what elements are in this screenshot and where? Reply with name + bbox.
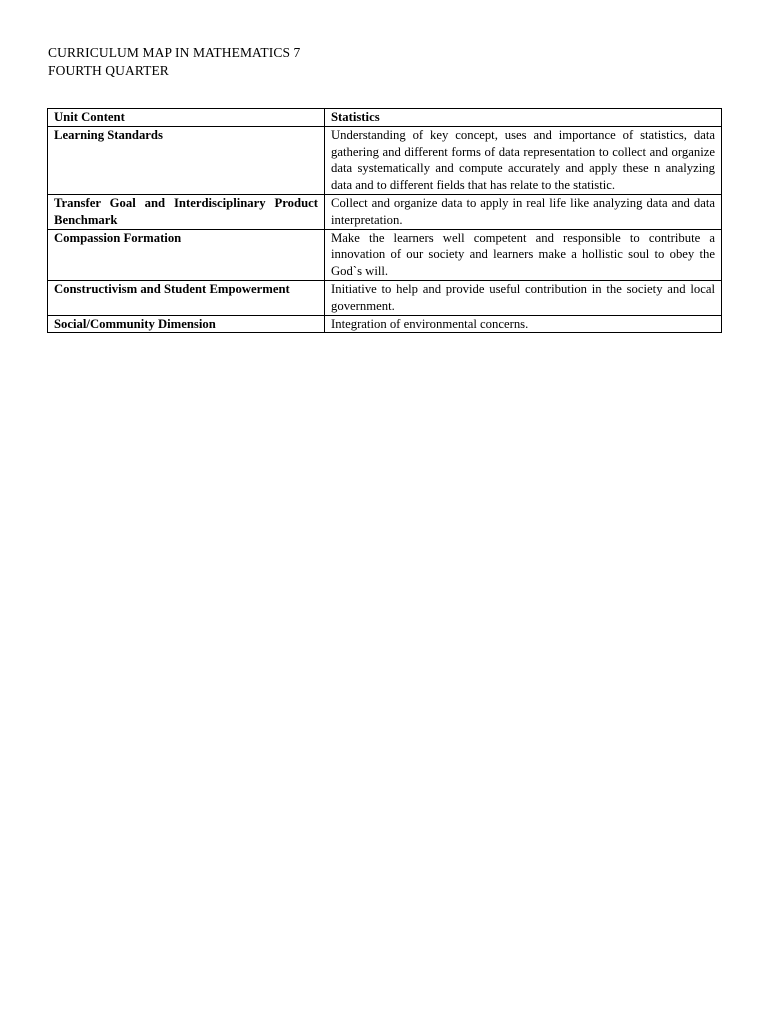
row-label-learning-standards: Learning Standards [48, 126, 325, 194]
row-label-transfer-goal: Transfer Goal and Interdisciplinary Product Benchmark [48, 194, 325, 229]
row-content-learning-standards: Understanding of key concept, uses and importance of statistics, data gathering and different forms of data representation to collect and organize data systematically and compute accurately and apply these n analyzing data and to different fields that has relate to the statistic. [325, 126, 722, 194]
row-content-social-community: Integration of environmental concerns. [325, 315, 722, 333]
table-row [48, 126, 722, 194]
row-content-compassion-formation: Make the learners well competent and responsible to contribute a innovation of our society and learners make a hollistic soul to obey the God`s will. [325, 229, 722, 280]
row-content-constructivism: Initiative to help and provide useful contribution in the society and local government. [325, 280, 722, 315]
table-row [48, 315, 722, 333]
row-content-transfer-goal: Collect and organize data to apply in real life like analyzing data and data interpretation. [325, 194, 722, 229]
table-row [48, 194, 722, 229]
row-label-compassion-formation: Compassion Formation [48, 229, 325, 280]
table-row [48, 280, 722, 315]
row-label-social-community: Social/Community Dimension [48, 315, 325, 333]
document-title: CURRICULUM MAP IN MATHEMATICS 7 [48, 45, 301, 60]
row-label-constructivism: Constructivism and Student Empowerment [48, 280, 325, 315]
document-title-block [48, 44, 300, 80]
table-header-row [48, 109, 722, 127]
curriculum-map-table [47, 108, 722, 333]
header-cell-unit-content: Unit Content [48, 109, 325, 127]
table-row [48, 229, 722, 280]
header-cell-statistics: Statistics [325, 109, 722, 127]
document-subtitle: FOURTH QUARTER [48, 63, 169, 78]
